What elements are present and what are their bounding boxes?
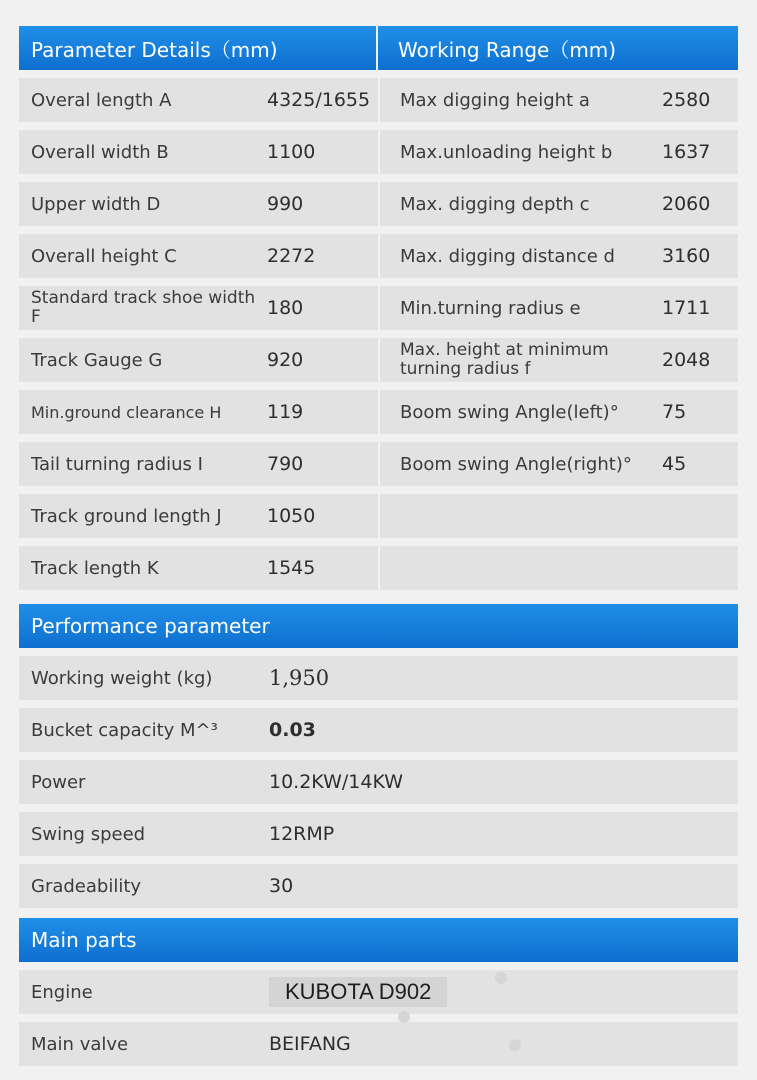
table-row: [19, 656, 738, 700]
range-value: 2060: [658, 182, 738, 226]
param-value: 790: [259, 442, 378, 486]
param-label: Standard track shoe width F: [19, 286, 259, 330]
performance-label: Swing speed: [19, 812, 259, 856]
table-row: [19, 78, 738, 122]
table-row: [19, 338, 738, 382]
range-label: Max. digging distance d: [380, 234, 658, 278]
parameter-header: [19, 26, 738, 70]
table-row: [19, 234, 738, 278]
range-label: Boom swing Angle(left)°: [380, 390, 658, 434]
param-label: Track length K: [19, 546, 259, 590]
table-row: [19, 760, 738, 804]
table-row: [19, 390, 738, 434]
param-label: Min.ground clearance H: [19, 390, 259, 434]
working-range-title: Working Range（mm): [398, 37, 617, 62]
decorative-dot: [398, 1011, 410, 1023]
performance-value: 0.03: [259, 708, 738, 752]
param-value: 2272: [259, 234, 378, 278]
performance-value: 30: [259, 864, 738, 908]
table-row: [19, 182, 738, 226]
performance-value: 1,950: [259, 656, 738, 700]
range-value: 1637: [658, 130, 738, 174]
parameter-details-title: Parameter Details（mm): [19, 26, 378, 70]
range-label: Min.turning radius e: [380, 286, 658, 330]
main-valve-value: BEIFANG: [259, 1022, 738, 1066]
param-value: 4325/1655: [259, 78, 378, 122]
performance-label: Bucket capacity M^³: [19, 708, 259, 752]
param-label: Tail turning radius I: [19, 442, 259, 486]
table-row: [19, 286, 738, 330]
param-value: 1050: [259, 494, 378, 538]
param-label: Overal length A: [19, 78, 259, 122]
range-label: Max digging height a: [380, 78, 658, 122]
table-row: [19, 442, 738, 486]
table-row: [19, 864, 738, 908]
range-value: 2048: [658, 338, 738, 382]
param-value: 1545: [259, 546, 378, 590]
performance-label: Power: [19, 760, 259, 804]
parameter-table: [19, 78, 738, 590]
range-label: Max. height at minimum turning radius f: [380, 338, 658, 382]
performance-label: Gradeability: [19, 864, 259, 908]
param-value: 180: [259, 286, 378, 330]
range-label: Max. digging depth c: [380, 182, 658, 226]
table-row: [19, 546, 738, 590]
param-label: Overall height C: [19, 234, 259, 278]
param-value: 920: [259, 338, 378, 382]
param-value: 119: [259, 390, 378, 434]
range-value: 45: [658, 442, 738, 486]
performance-value: 10.2KW/14KW: [259, 760, 738, 804]
range-label: Max.unloading height b: [380, 130, 658, 174]
performance-header: [19, 604, 738, 648]
main-parts-title: Main parts: [31, 928, 137, 952]
performance-title: Performance parameter: [31, 614, 270, 638]
table-row: [19, 1022, 738, 1066]
range-value: 2580: [658, 78, 738, 122]
table-row: [19, 494, 738, 538]
param-value: 1100: [259, 130, 378, 174]
performance-label: Working weight (kg): [19, 656, 259, 700]
param-value: 990: [259, 182, 378, 226]
main-parts-label: Engine: [19, 970, 259, 1014]
range-value: 75: [658, 390, 738, 434]
spec-sheet: [19, 26, 738, 1066]
empty-cell: [380, 546, 738, 590]
empty-cell: [380, 494, 738, 538]
decorative-dot: [509, 1039, 521, 1051]
main-parts-label: Main valve: [19, 1022, 259, 1066]
table-row: [19, 130, 738, 174]
param-label: Overall width B: [19, 130, 259, 174]
performance-value: 12RMP: [259, 812, 738, 856]
range-label: Boom swing Angle(right)°: [380, 442, 658, 486]
table-row: [19, 812, 738, 856]
range-value: 1711: [658, 286, 738, 330]
param-label: Upper width D: [19, 182, 259, 226]
decorative-dot: [495, 972, 507, 984]
table-row: [19, 970, 738, 1014]
param-label: Track ground length J: [19, 494, 259, 538]
param-label: Track Gauge G: [19, 338, 259, 382]
range-value: 3160: [658, 234, 738, 278]
table-row: [19, 708, 738, 752]
engine-value: KUBOTA D902: [269, 977, 447, 1007]
main-parts-header: [19, 918, 738, 962]
